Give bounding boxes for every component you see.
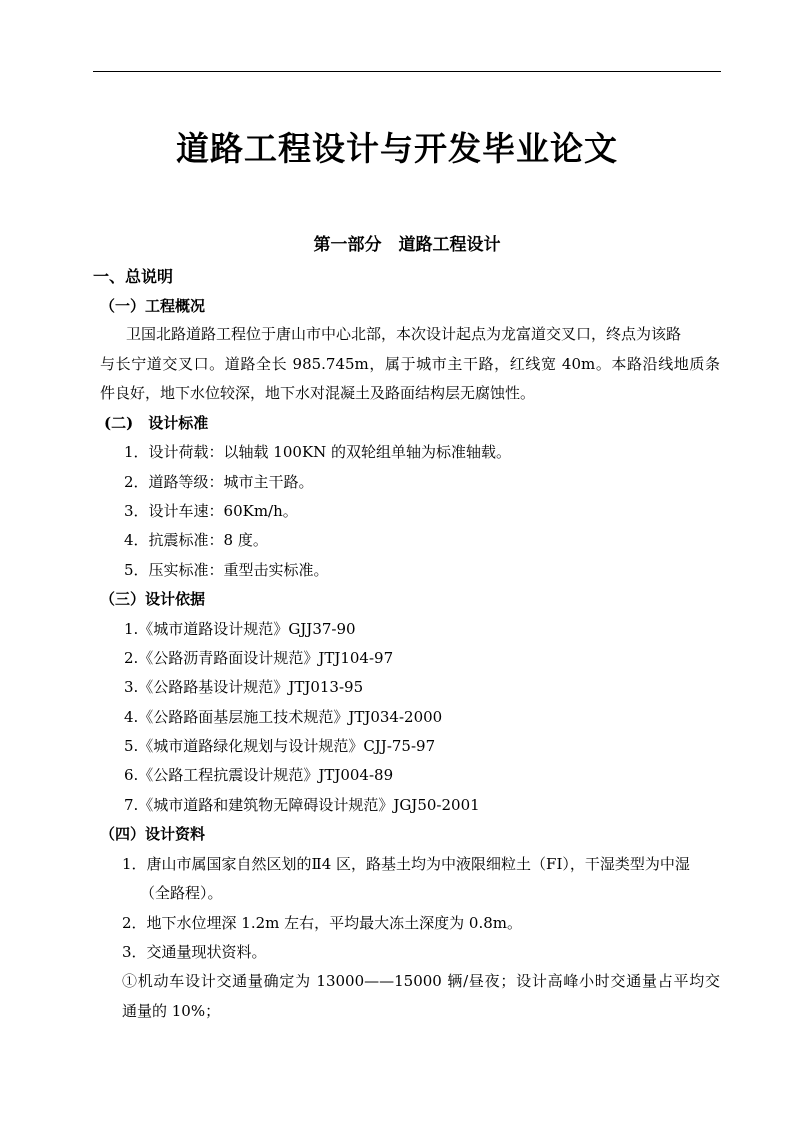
traffic-line-1: ①机动车设计交通量确定为 13000——15000 辆/昼夜；设计高峰小时交通量占平均交: [122, 972, 720, 990]
subheading-basis: （三）设计依据: [100, 590, 206, 608]
basis-item-1: 1.《城市道路设计规范》GJJ37-90: [124, 620, 356, 638]
standard-item-1: 1．设计荷载：以轴载 100KN 的双轮组单轴为标准轴载。: [124, 443, 512, 461]
basis-item-7: 7.《城市道路和建筑物无障碍设计规范》JGJ50-2001: [124, 796, 480, 814]
subheading-standards: (二) 设计标准: [104, 414, 209, 432]
data-item-1-line-1: 1．唐山市属国家自然区划的Ⅱ4 区，路基土均为中液限细粒土（FI），干湿类型为中湿: [122, 855, 690, 873]
standard-item-2: 2．道路等级：城市主干路。: [124, 473, 314, 491]
standard-item-3: 3．设计车速：60Km/h。: [124, 502, 298, 520]
section-heading-general: 一、总说明: [93, 267, 174, 286]
traffic-line-2: 通量的 10%；: [122, 1002, 221, 1020]
header-rule: [93, 71, 721, 72]
standard-item-5: 5．压实标准：重型击实标准。: [124, 561, 329, 579]
overview-line-1: 卫国北路道路工程位于唐山市中心北部，本次设计起点为龙富道交叉口，终点为该路: [126, 325, 682, 343]
basis-item-2: 2.《公路沥青路面设计规范》JTJ104-97: [124, 649, 394, 667]
overview-line-3: 件良好，地下水位较深，地下水对混凝土及路面结构层无腐蚀性。: [100, 384, 536, 402]
basis-item-6: 6.《公路工程抗震设计规范》JTJ004-89: [124, 766, 394, 784]
data-item-1-line-2: （全路程）。: [140, 884, 223, 902]
part-heading: 第一部分 道路工程设计: [313, 235, 501, 255]
basis-item-4: 4.《公路路面基层施工技术规范》JTJ034-2000: [124, 708, 443, 726]
subheading-design-data: （四）设计资料: [100, 825, 206, 843]
basis-item-3: 3.《公路路基设计规范》JTJ013-95: [124, 678, 364, 696]
overview-line-2: 与长宁道交叉口。道路全长 985.745m，属于城市主干路，红线宽 40m。本路沿线地质条: [100, 355, 720, 373]
basis-item-5: 5.《城市道路绿化规划与设计规范》CJJ-75-97: [124, 737, 436, 755]
document-title: 道路工程设计与开发毕业论文: [176, 129, 618, 168]
data-item-3: 3．交通量现状资料。: [122, 943, 267, 961]
standard-item-4: 4．抗震标准：8 度。: [124, 531, 268, 549]
subheading-overview: （一）工程概况: [100, 297, 206, 315]
data-item-2: 2．地下水位埋深 1.2m 左右，平均最大冻土深度为 0.8m。: [122, 914, 523, 932]
